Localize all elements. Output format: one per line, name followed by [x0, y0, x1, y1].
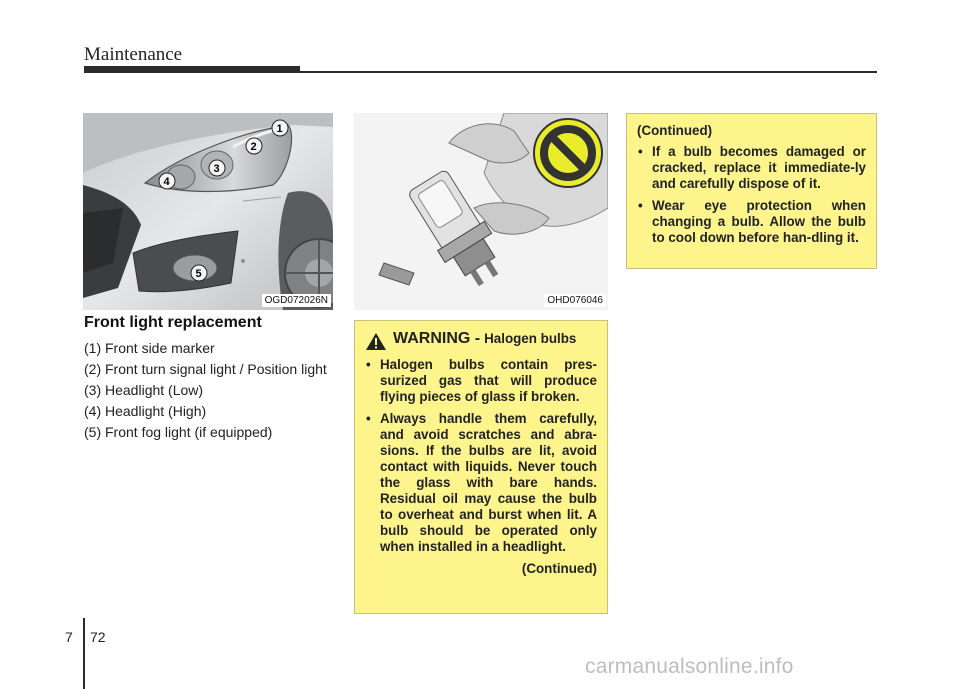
chapter-number: 7: [65, 629, 73, 645]
front-light-heading: Front light replacement: [84, 314, 262, 331]
list-item: (1) Front side marker: [84, 340, 215, 356]
svg-text:3: 3: [213, 163, 220, 175]
header-rule-thin: [300, 71, 877, 73]
warning-box: [354, 320, 608, 614]
svg-text:2: 2: [250, 141, 257, 153]
svg-text:5: 5: [195, 268, 202, 280]
front-light-photo: [83, 113, 333, 310]
hand-holding-bulb-illustration: [354, 113, 608, 310]
section-title: Maintenance: [84, 44, 183, 65]
figure-code: OGD072026N: [262, 294, 331, 307]
page-number: 72: [90, 629, 106, 645]
prohibited-icon: [534, 119, 602, 187]
list-item: • Wear eye protection when changing a bulb. Allow the bulb to cool down before han-dling it.: [637, 198, 866, 246]
list-item: (2) Front turn signal light / Position light: [84, 361, 327, 377]
continued-warning-box: [626, 113, 877, 269]
list-item: (5) Front fog light (if equipped): [84, 424, 273, 440]
list-item: • Halogen bulbs contain pres-surized gas that will produce flying pieces of glass if broken.: [365, 357, 597, 405]
warning-triangle-icon: [365, 332, 387, 351]
list-item: • Always handle them carefully, and avoid scratches and abra-sions. If the bulbs are lit, avoid contact with liquids. Never touch the glass with bare hands. Residual oil may cause the bulb to overheat and burst when lit. A bulb should be operated only when installed in a headlight.: [365, 411, 597, 555]
light-parts-list: [84, 340, 344, 445]
list-item: • If a bulb becomes damaged or cracked, replace it immediate-ly and carefully dispose of it.: [637, 144, 866, 192]
figure-code: OHD076046: [544, 294, 606, 307]
list-item: (3) Headlight (Low): [84, 382, 204, 398]
svg-text:4: 4: [163, 176, 170, 188]
svg-text:1: 1: [276, 123, 283, 135]
warning-bullets: [365, 357, 597, 555]
watermark: carmanualsonline.info: [585, 655, 794, 678]
continued-heading: (Continued): [637, 123, 713, 138]
continued-bullets: [637, 144, 866, 246]
header-rule-thick: [84, 66, 300, 73]
footer-divider: [83, 618, 85, 689]
warning-word: WARNING -: [393, 330, 481, 347]
list-item: (4) Headlight (High): [84, 403, 207, 419]
warning-topic: Halogen bulbs: [484, 331, 577, 346]
warning-header: [365, 331, 597, 351]
bulb-handling-photo: [354, 113, 608, 310]
car-front-illustration: [83, 113, 333, 310]
continued-label: (Continued): [521, 561, 597, 576]
